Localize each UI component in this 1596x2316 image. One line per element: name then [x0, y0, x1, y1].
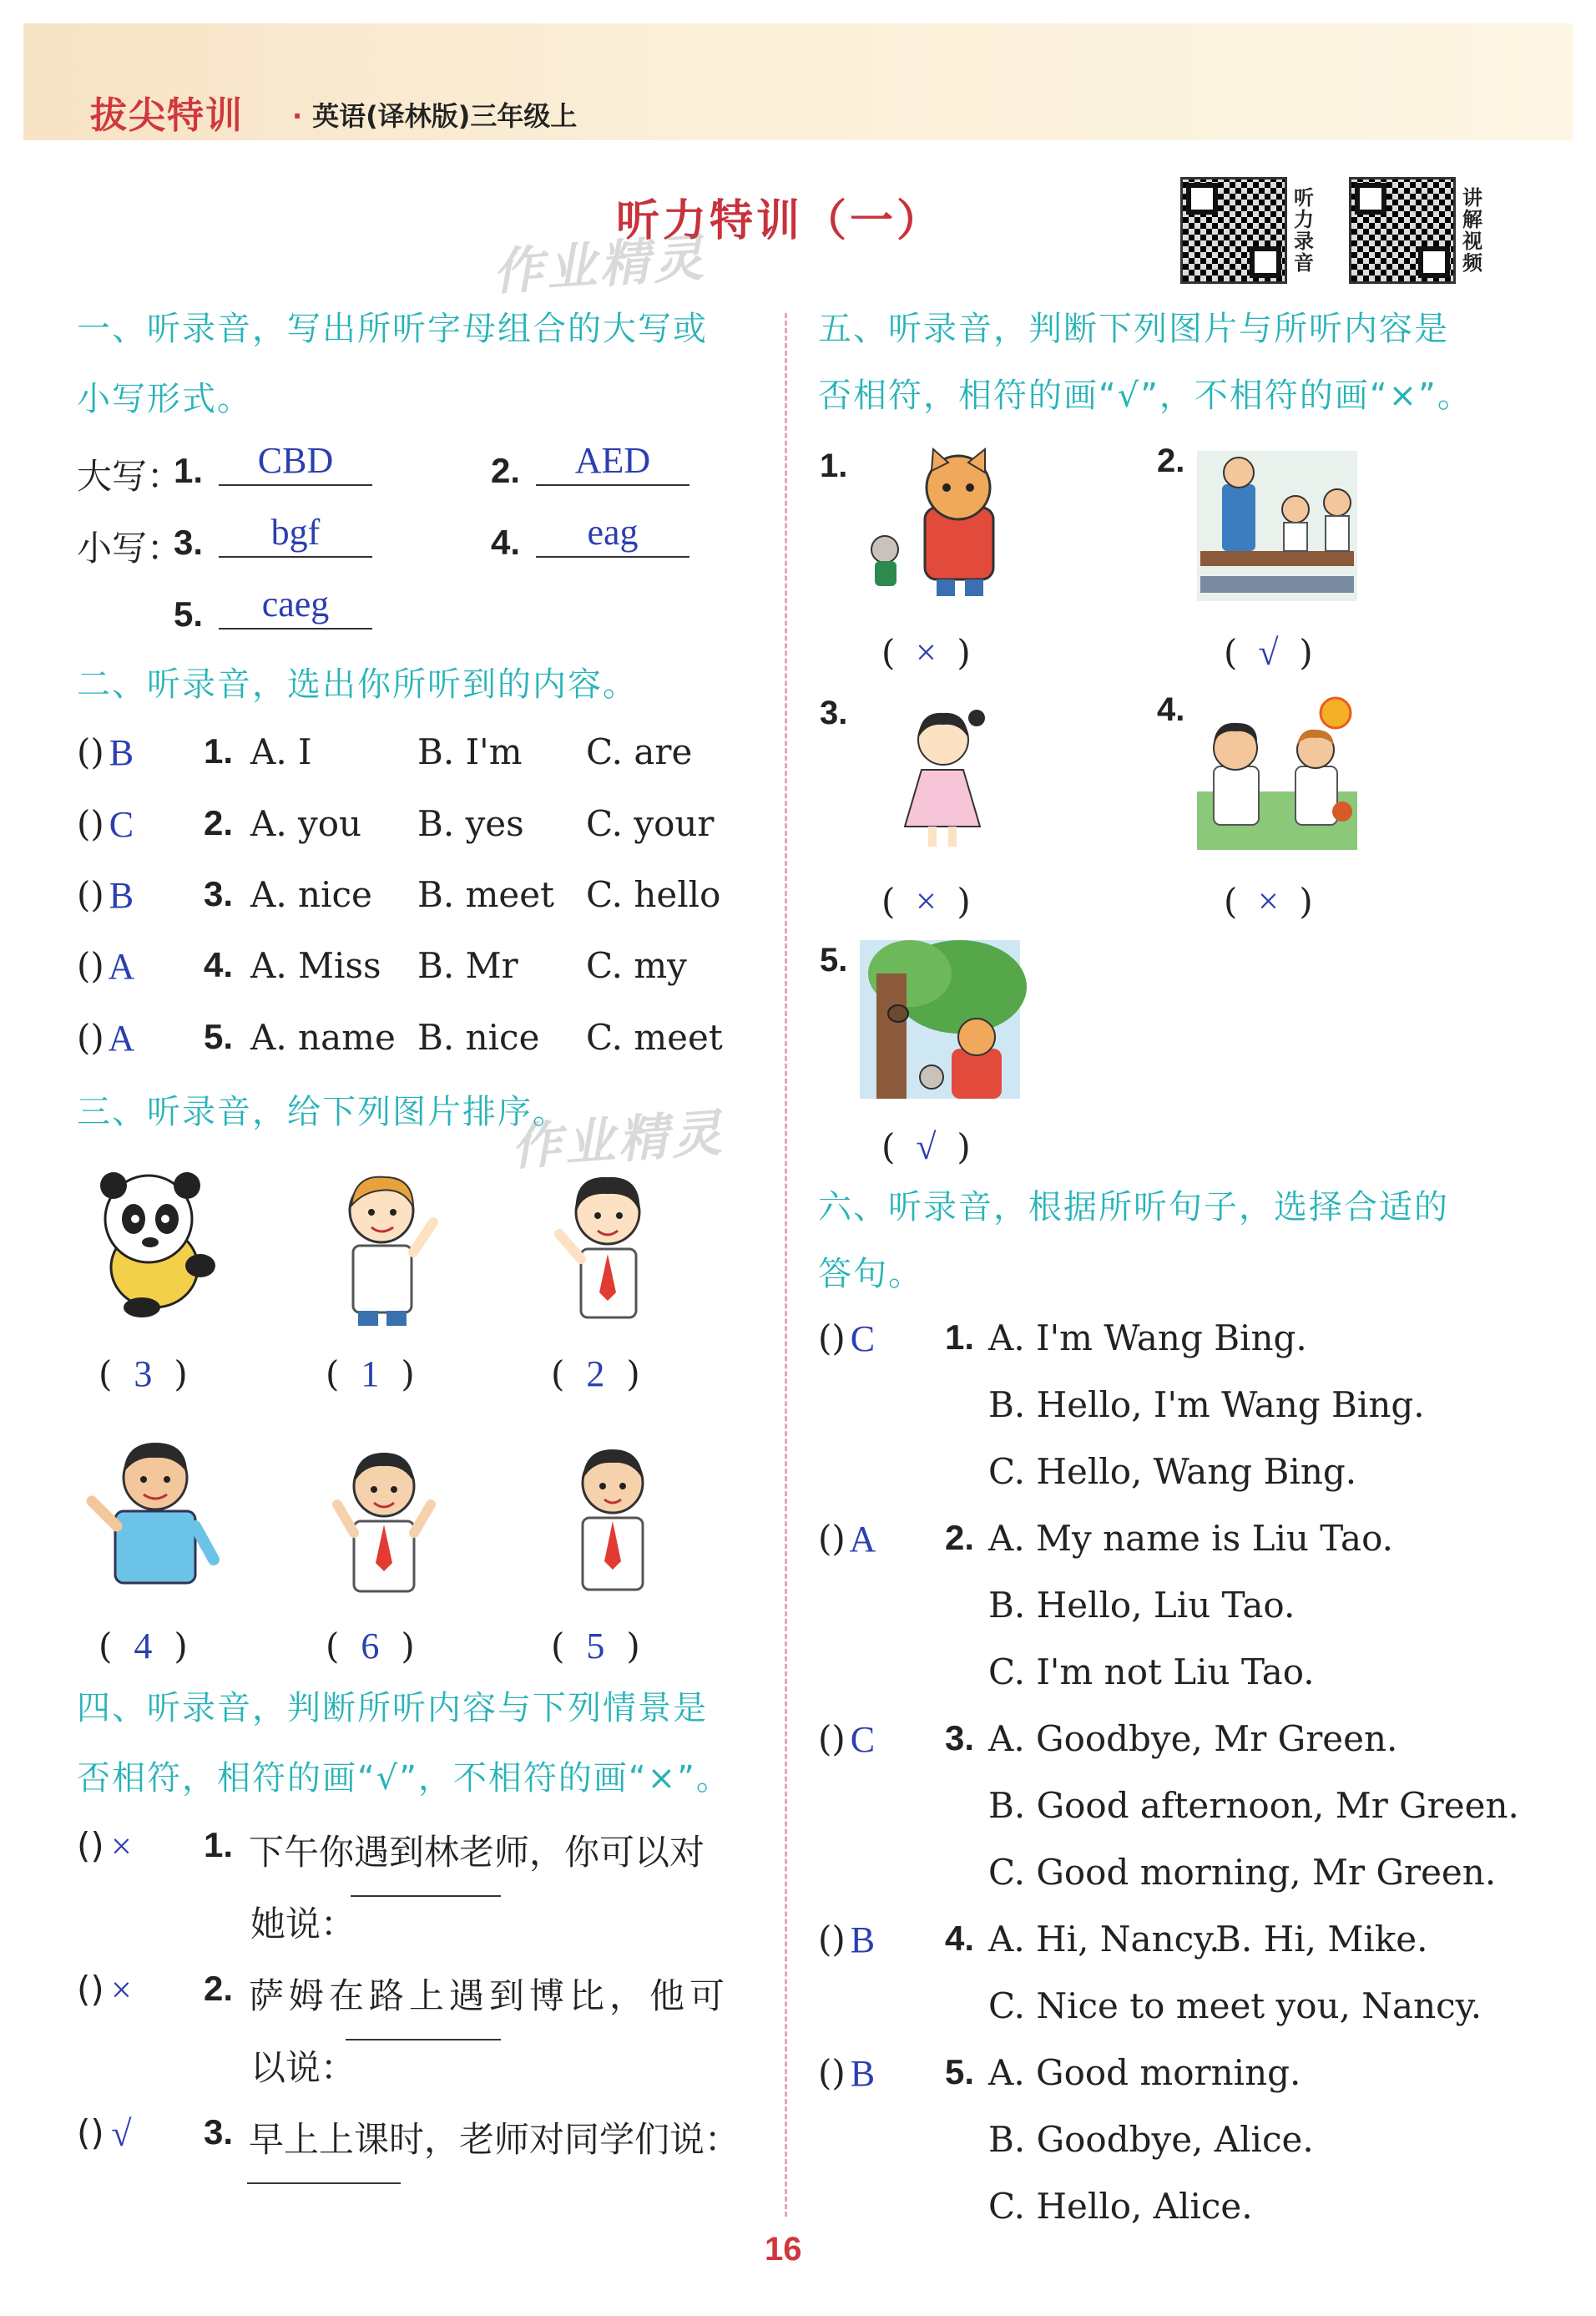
option-a: A. nice	[250, 874, 372, 915]
order-paren[interactable]: ( 6 )	[326, 1626, 415, 1666]
answer-paren[interactable]: ( C )	[77, 803, 134, 845]
classroom-illustration	[1197, 451, 1357, 601]
option-a: A. Hi, Nancy.	[988, 1919, 1220, 1959]
option-c: C. Hello, Wang Bing.	[988, 1451, 1357, 1492]
answer-paren[interactable]: ( B )	[77, 731, 134, 773]
answer-blank[interactable]: CBD	[219, 437, 372, 486]
option-a: A. Goodbye, Mr Green.	[988, 1718, 1398, 1759]
judge-paren[interactable]: ( × )	[881, 632, 971, 673]
cat-and-mouse-illustration	[860, 449, 1027, 599]
item-number: 5.	[204, 1017, 234, 1056]
item-number: 4.	[945, 1919, 975, 1958]
option-b: B. Hi, Mike.	[1215, 1919, 1428, 1959]
separator: ·	[292, 100, 303, 132]
option-a: A. Good morning.	[988, 2052, 1301, 2093]
option-b: B. meet	[417, 874, 554, 915]
answer-blank[interactable]	[247, 2182, 401, 2184]
qr-code-audio[interactable]	[1180, 177, 1319, 284]
question-text: 早上上课时，老师对同学们说：	[249, 2119, 740, 2160]
section-5-title-cont: 否相符，相符的画“√”，不相符的画“×”。	[818, 377, 1472, 415]
option-b: B. Good afternoon, Mr Green.	[988, 1785, 1519, 1826]
option-c: C. my	[586, 945, 687, 986]
option-b: B. Hello, I'm Wang Bing.	[988, 1384, 1425, 1425]
boys-outdoor-illustration	[1197, 691, 1357, 850]
order-paren[interactable]: ( 2 )	[551, 1353, 640, 1394]
item-number: 4.	[1157, 691, 1185, 728]
option-a: A. name	[250, 1017, 396, 1058]
item-number: 5.	[174, 594, 204, 634]
option-a: A. Miss	[250, 945, 381, 986]
item-number: 1.	[204, 731, 234, 771]
option-b: B. Mr	[417, 945, 518, 986]
tree-animals-illustration	[860, 940, 1020, 1099]
order-paren[interactable]: ( 4 )	[98, 1626, 188, 1666]
item-number: 1.	[174, 451, 204, 490]
item-number: 4.	[204, 945, 234, 984]
option-a: A. I	[250, 731, 312, 772]
book-name: 英语(译林版)三年级上	[312, 100, 578, 132]
option-c: C. I'm not Liu Tao.	[988, 1651, 1315, 1692]
girl-waving-illustration	[548, 1167, 664, 1329]
option-b: B. Goodbye, Alice.	[988, 2119, 1314, 2160]
answer-paren[interactable]: ( B )	[818, 2052, 876, 2094]
option-c: C. Good morning, Mr Green.	[988, 1852, 1497, 1893]
option-c: C. Nice to meet you, Nancy.	[988, 1985, 1482, 2026]
judge-paren[interactable]: ( √ )	[881, 1126, 971, 1167]
answer-blank[interactable]: bgf	[219, 509, 372, 558]
order-paren[interactable]: ( 5 )	[551, 1626, 640, 1666]
answer-blank[interactable]: AED	[536, 437, 689, 486]
boy-standing-illustration	[568, 1438, 659, 1600]
item-number: 3.	[945, 1718, 975, 1757]
option-c: C. meet	[586, 1017, 723, 1058]
section-6-title-cont: 答句。	[818, 1255, 923, 1293]
option-b: B. yes	[417, 803, 524, 844]
option-b: B. I'm	[417, 731, 523, 772]
option-b: B. Hello, Liu Tao.	[988, 1585, 1295, 1626]
item-number: 1.	[204, 1825, 234, 1864]
page-title: 听力特训（一）	[616, 196, 944, 246]
answer-paren[interactable]: ( × )	[77, 1825, 132, 1867]
answer-paren[interactable]: ( B )	[77, 874, 134, 916]
item-number: 1.	[820, 448, 848, 484]
upper-label: 大写：	[77, 456, 183, 497]
item-number: 2.	[204, 803, 234, 842]
item-number: 2.	[1157, 442, 1185, 479]
question-text: 萨姆在路上遇到博比，他可	[249, 1975, 730, 2016]
section-2-title: 二、听录音，选出你所听到的内容。	[77, 665, 638, 704]
answer-paren[interactable]: ( A )	[77, 945, 135, 987]
answer-paren[interactable]: ( × )	[77, 1969, 132, 2010]
item-number: 2.	[945, 1518, 975, 1557]
option-c: C. Hello, Alice.	[988, 2186, 1253, 2227]
answer-paren[interactable]: ( √ )	[77, 2112, 132, 2154]
girl-dress-illustration	[896, 701, 988, 852]
lower-label: 小写：	[77, 528, 183, 569]
item-number: 5.	[945, 2052, 975, 2091]
option-a: A. My name is Liu Tao.	[988, 1518, 1393, 1559]
order-paren[interactable]: ( 1 )	[326, 1353, 415, 1394]
column-divider	[785, 313, 787, 2217]
section-4-title: 四、听录音，判断所听内容与下列情景是	[77, 1689, 708, 1727]
item-number: 3.	[820, 695, 848, 731]
option-a: A. I'm Wang Bing.	[988, 1317, 1307, 1358]
section-6-title: 六、听录音，根据所听句子，选择合适的	[818, 1188, 1449, 1226]
answer-paren[interactable]: ( C )	[818, 1317, 876, 1359]
answer-blank[interactable]: eag	[536, 509, 689, 558]
qr-code-video[interactable]	[1349, 177, 1487, 284]
book-title	[292, 95, 577, 134]
panda-illustration	[83, 1167, 225, 1317]
option-b: B. nice	[417, 1017, 540, 1058]
header-band	[23, 23, 1573, 140]
section-5-title: 五、听录音，判断下列图片与所听内容是	[818, 310, 1449, 348]
section-3-title: 三、听录音，给下列图片排序。	[77, 1093, 568, 1131]
item-number: 1.	[945, 1317, 975, 1357]
brand-logo: 拔尖特训	[90, 94, 244, 137]
answer-paren[interactable]: ( C )	[818, 1718, 876, 1760]
question-text: 下午你遇到林老师，你可以对	[249, 1832, 705, 1873]
answer-paren[interactable]: ( A )	[77, 1017, 135, 1059]
watermark: 作业精灵	[491, 229, 709, 302]
qr-code-icon[interactable]	[1349, 177, 1456, 284]
section-4-title-cont: 否相符，相符的画“√”，不相符的画“×”。	[77, 1759, 731, 1798]
judge-paren[interactable]: ( × )	[1224, 881, 1313, 922]
item-number: 5.	[820, 942, 848, 978]
page-number: 16	[765, 2231, 802, 2268]
answer-blank[interactable]	[351, 1895, 501, 1897]
boy-waving-both-illustration	[326, 1441, 442, 1600]
section-1-title-cont: 小写形式。	[77, 380, 252, 418]
item-number: 4.	[491, 523, 521, 562]
question-text-cont: 以说：	[250, 2047, 356, 2088]
qr-code-icon[interactable]	[1180, 177, 1287, 284]
answer-paren[interactable]: ( B )	[818, 1919, 876, 1960]
man-blue-shirt-illustration	[83, 1434, 225, 1593]
option-c: C. your	[586, 803, 715, 844]
item-number: 2.	[491, 451, 521, 490]
item-number: 3.	[174, 523, 204, 562]
qr-label: 听力录音	[1294, 186, 1314, 275]
judge-paren[interactable]: ( × )	[881, 881, 971, 922]
watermark: 作业精灵	[509, 1104, 727, 1177]
order-paren[interactable]: ( 3 )	[98, 1353, 188, 1394]
item-number: 3.	[204, 874, 234, 913]
option-c: C. hello	[586, 874, 721, 915]
answer-blank[interactable]	[346, 2039, 501, 2040]
question-text-cont: 她说：	[250, 1904, 356, 1944]
item-number: 2.	[204, 1969, 234, 2008]
answer-blank[interactable]: caeg	[219, 581, 372, 630]
boy-waving-illustration	[330, 1169, 447, 1327]
option-a: A. you	[250, 803, 362, 844]
section-1-title: 一、听录音，写出所听字母组合的大写或	[77, 310, 708, 348]
qr-label: 讲解视频	[1462, 186, 1482, 275]
item-number: 3.	[204, 2112, 234, 2152]
judge-paren[interactable]: ( √ )	[1224, 632, 1313, 673]
answer-paren[interactable]: ( A )	[818, 1518, 876, 1560]
option-c: C. are	[586, 731, 693, 772]
